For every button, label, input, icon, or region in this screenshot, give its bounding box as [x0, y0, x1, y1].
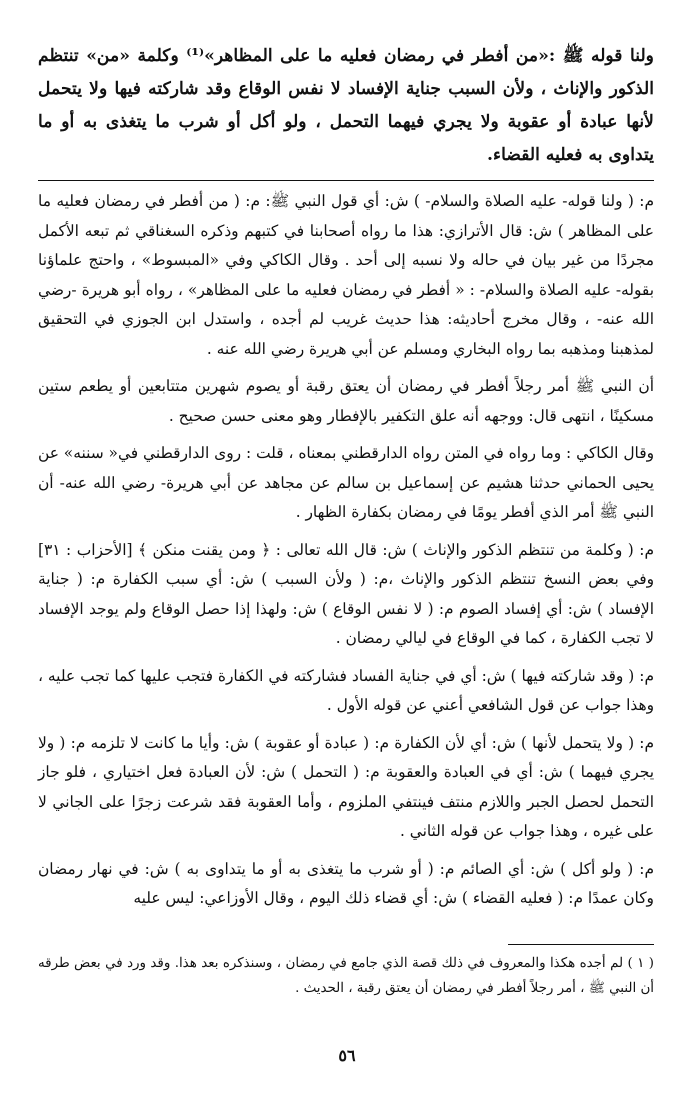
section-divider	[38, 180, 654, 181]
commentary-paragraph: م: ( وقد شاركته فيها ) ش: أي في جناية الفساد فشاركته في الكفارة فتجب عليها كما تجب عليه ، وهذا جواب عن قول الشافعي أعني عن قوله الأول .	[38, 666, 654, 714]
commentary-paragraph: أن النبي ﷺ أمر رجلاً أفطر في رمضان أن يعتق رقبة أو يصوم شهرين متتابعين أو يطعم ستين مسكينًا ، انتهى قال: ووجهه أنه علق التكفير بالإفطار وهو معنى حسن صحيح .	[38, 377, 654, 425]
footnote-divider	[508, 944, 654, 945]
commentary-paragraph: وقال الكاكي : وما رواه في المتن رواه الدارقطني بمعناه ، قلت : روى الدارقطني في« سننه» عن يحيى الحماني حدثنا هشيم عن إسماعيل بن سالم عن مجاهد عن أبي هريرة- رضي الله عنه- أن النبي ﷺ أمر الذي أفطر يومًا في رمضان بكفارة الظهار .	[38, 444, 654, 521]
commentary-paragraph: م: ( ولا يتحمل لأنها ) ش: أي لأن الكفارة م: ( عبادة أو عقوبة ) ش: وأيا ما كانت لا تلزمه م: ( ولا يجري فيهما ) ش: أي في العبادة والعقوبة م: ( التحمل ) ش: لأن العبادة فعل اختياري ، فلو جاز التحمل لحصل الجبر واللازم منتف فينتفي الملزوم ، وأما العقوبة فقد شرعت زجرًا على الجاني لا على غيره ، وهذا جواب عن قوله الثاني .	[38, 733, 654, 840]
footnote: ( ١ ) لم أجده هكذا والمعروف في ذلك قصة الذي جامع في رمضان ، وسنذكره بعد هذا. وقد ورد في بعض طرقه أن النبي ﷺ ، أمر رجلاً أفطر في رمضان أن يعتق رقبة ، الحديث .	[38, 955, 654, 996]
commentary-paragraph: م: ( ولنا قوله- عليه الصلاة والسلام- ) ش: أي قول النبي ﷺ: م: ( من أفطر في رمضان فعليه ما على المظاهر ) ش: قال الأترازي: هذا ما رواه أصحابنا في كتبهم وذكره السغناقي ثم تبعه الأكمل مجردًا من غير بيان في حاله ولا نسبه إلى أحد . وقال الكاكي وفي «المبسوط» ، واحتج علماؤنا بقوله- عليه الصلاة والسلام- : « أفطر في رمضان فعليه ما على المظاهر» ، رواه أبو هريرة -رضي الله عنه- ، وقال مخرج أحاديثه: هذا حديث غريب لم أجده ، واستدل ابن الجوزي في التحقيق لمذهبنا ومذهبه بما رواه البخاري ومسلم عن أبي هريرة رضي الله عنه .	[38, 192, 654, 358]
page-number: ٥٦	[338, 1046, 356, 1065]
commentary-paragraph: م: ( وكلمة من تنتظم الذكور والإناث ) ش: قال الله تعالى : ﴿ ومن يقنت منكن ﴾ [الأحزاب : ٣١] وفي بعض النسخ تنتظم الذكور والإناث ،م: ( ولأن السبب ) ش: أي سبب الكفارة م: ( جناية الإفساد ) ش: أي إفساد الصوم م: ( لا نفس الوقاع ) ش: ولهذا إذا حصل الوقاع ولم يوجد الإفساد لا تجب الكفارة ، كما في الوقاع في ليالي رمضان .	[38, 540, 654, 647]
main-text: ولنا قوله ﷺ :«من أفطر في رمضان فعليه ما على المظاهر»⁽¹⁾ وكلمة «من» تنتظم الذكور والإناث ، ولأن السبب جناية الإفساد لا نفس الوقاع وقد شاركته فيها ولا يتحمل لأنها عبادة أو عقوبة ولا يجري فيهما التحمل ، ولو أكل أو شرب ما يتغذى به أو ما يتداوى به فعليه القضاء.	[38, 46, 654, 165]
commentary-paragraph: م: ( ولو أكل ) ش: أي الصائم م: ( أو شرب ما يتغذى به أو ما يتداوى به ) ش: في نهار رمضان وكان عمدًا م: ( فعليه القضاء ) ش: أي قضاء ذلك اليوم ، وقال الأوزاعي: ليس عليه	[38, 859, 654, 907]
book-page	[38, 40, 654, 1097]
